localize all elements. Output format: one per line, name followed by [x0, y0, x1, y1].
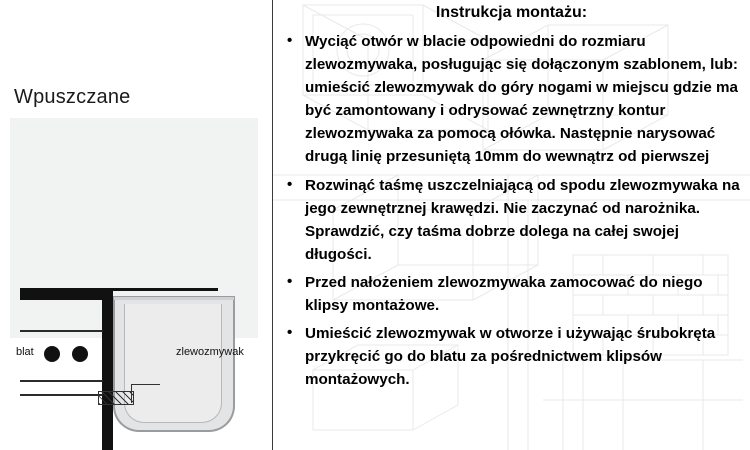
clip-arm-top	[131, 384, 160, 393]
sink-cross-section-diagram	[10, 118, 258, 338]
list-item-text: Wyciąć otwór w blacie odpowiedni do rozmiaru zlewozmywaka, posługując się dołączonym szablonem, lub: umieścić zlewozmywak do góry nogami w miejscu gdzie ma być zamontowany i odrysować zewnętrzny kontur zlewozmywaka za pomocą ołówka. Następnie narysować drugą linię przesuniętą 10mm do wewnątrz od pierwszej	[305, 33, 738, 166]
instructions-column	[273, 0, 750, 450]
countertop-cut-edge	[102, 288, 113, 450]
mounting-clip-detail	[93, 382, 163, 406]
knob-right-icon	[72, 346, 88, 362]
list-item-text: Umieścić zlewozmywak w otworze i używając śrubokręta przykręcić go do blatu za pośrednictwem klipsów montażowych.	[305, 325, 716, 389]
countertop-edge	[108, 288, 218, 291]
list-item	[281, 30, 747, 169]
list-item	[281, 271, 747, 317]
illustration-title: Wpuszczane	[14, 86, 131, 108]
list-item-text: Przed nałożeniem zlewozmywaka zamocować do niego klipsy montażowe.	[305, 273, 703, 315]
list-item	[281, 322, 747, 391]
bullet-marker-icon: •	[287, 324, 293, 342]
clip-arm-side	[131, 391, 132, 403]
instructions-title: Instrukcja montażu:	[435, 4, 588, 21]
label-sink: zlewozmywak	[176, 346, 244, 358]
knob-left-icon	[44, 346, 60, 362]
bullet-marker-icon: •	[287, 175, 293, 193]
clip-hatched-block	[98, 391, 134, 405]
instruction-list	[281, 30, 747, 396]
cabinet-line-middle	[20, 380, 103, 382]
bullet-marker-icon: •	[287, 272, 293, 290]
cabinet-line-bottom	[20, 394, 103, 396]
illustration-column	[0, 0, 272, 450]
list-item	[281, 174, 747, 266]
bullet-marker-icon: •	[287, 32, 293, 49]
list-item-text: Rozwinąć taśmę uszczelniającą od spodu zlewozmywaka na jego zewnętrznej krawędzi. Nie zaczynać od narożnika. Sprawdzić, czy taśma dobrze dolega na całej swojej długości.	[305, 176, 740, 263]
countertop-slab	[20, 288, 112, 300]
label-countertop: blat	[16, 346, 34, 358]
cabinet-line-top	[20, 330, 103, 332]
